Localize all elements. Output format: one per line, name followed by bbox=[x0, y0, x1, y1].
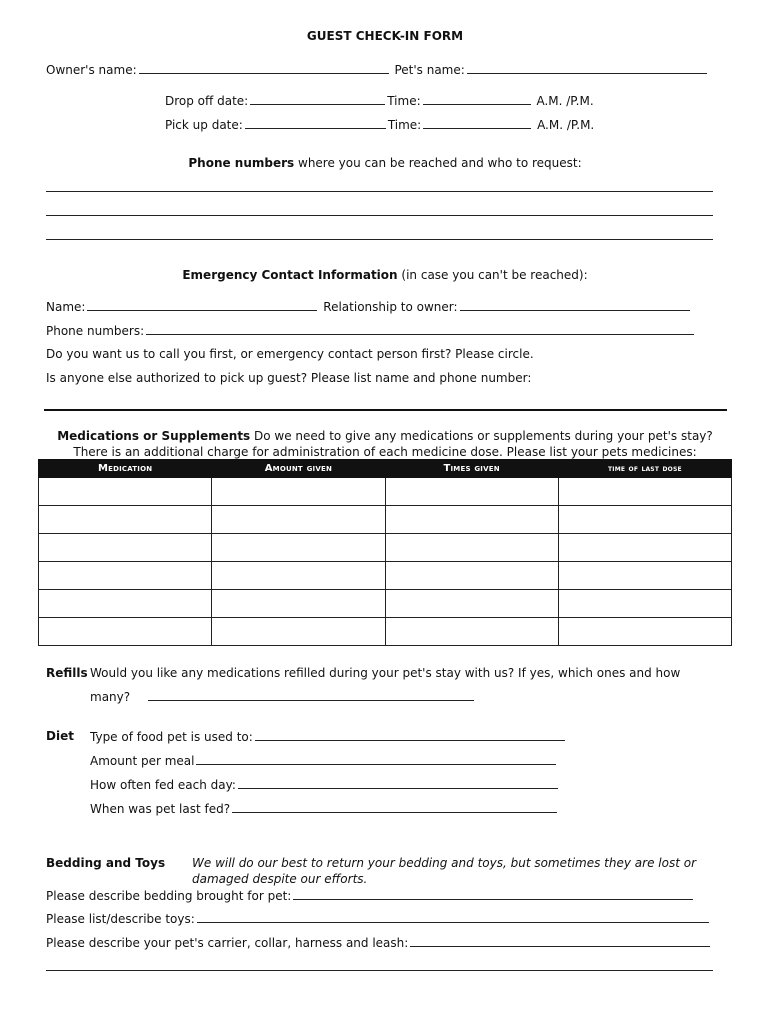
diet-amount-field[interactable] bbox=[196, 753, 556, 765]
column-header-medication: Medication bbox=[39, 460, 212, 478]
table-cell[interactable] bbox=[212, 618, 385, 646]
toys-label: Please list/describe toys: bbox=[46, 912, 195, 926]
phone-heading-bold: Phone numbers bbox=[188, 156, 295, 170]
form-title: GUEST CHECK-IN FORM bbox=[306, 29, 464, 43]
diet-amount-row bbox=[90, 753, 558, 768]
phone-line-3[interactable] bbox=[46, 239, 713, 240]
drop-off-time-label: Time: bbox=[387, 94, 421, 108]
emergency-heading-bold: Emergency Contact Information bbox=[182, 268, 398, 282]
drop-off-time-field[interactable] bbox=[423, 93, 531, 105]
diet-label: Diet bbox=[46, 729, 74, 743]
bedding-note-cont: damaged despite our efforts. bbox=[192, 872, 368, 886]
refills-question: Would you like any medications refilled during your pet's stay with us? If yes, which ones and how bbox=[90, 666, 681, 680]
call-first-question: Do you want us to call you first, or emergency contact person first? Please circle. bbox=[46, 347, 534, 361]
table-cell[interactable] bbox=[385, 478, 558, 506]
diet-last-fed-field[interactable] bbox=[232, 801, 557, 813]
refills-label: Refills bbox=[46, 666, 88, 680]
phone-heading-text: where you can be reached and who to request: bbox=[294, 156, 582, 170]
drop-off-date-label: Drop off date: bbox=[165, 94, 249, 108]
relationship-label: Relationship to owner: bbox=[323, 300, 458, 314]
diet-type-label: Type of food pet is used to: bbox=[90, 730, 253, 744]
emergency-phone-row bbox=[46, 323, 696, 338]
phone-line-1[interactable] bbox=[46, 191, 713, 192]
drop-off-ampm[interactable]: A.M. /P.M. bbox=[536, 94, 594, 108]
owner-name-label: Owner's name: bbox=[46, 63, 137, 77]
diet-last-fed-row bbox=[90, 801, 559, 816]
column-header-times: Times given bbox=[385, 460, 558, 478]
authorized-question: Is anyone else authorized to pick up guest? Please list name and phone number: bbox=[46, 371, 532, 385]
pick-up-row bbox=[165, 117, 594, 132]
bedding-row bbox=[46, 888, 695, 903]
medications-table bbox=[38, 459, 732, 646]
toys-row bbox=[46, 911, 711, 926]
table-cell[interactable] bbox=[385, 534, 558, 562]
table-cell[interactable] bbox=[558, 618, 731, 646]
table-row bbox=[39, 534, 732, 562]
medications-header-row bbox=[39, 460, 732, 478]
table-cell[interactable] bbox=[558, 534, 731, 562]
phone-heading bbox=[0, 156, 770, 170]
column-header-last-dose: time of last dose bbox=[558, 460, 731, 478]
table-cell[interactable] bbox=[39, 562, 212, 590]
table-cell[interactable] bbox=[212, 562, 385, 590]
refills-field[interactable] bbox=[148, 689, 474, 701]
pet-name-field[interactable] bbox=[467, 62, 707, 74]
diet-last-fed-label: When was pet last fed? bbox=[90, 802, 231, 816]
diet-often-field[interactable] bbox=[238, 777, 558, 789]
carrier-label: Please describe your pet's carrier, collar, harness and leash: bbox=[46, 936, 409, 950]
table-row bbox=[39, 506, 732, 534]
table-cell[interactable] bbox=[212, 478, 385, 506]
table-cell[interactable] bbox=[39, 618, 212, 646]
diet-often-row bbox=[90, 777, 560, 792]
bedding-field[interactable] bbox=[293, 888, 693, 900]
table-cell[interactable] bbox=[212, 506, 385, 534]
owner-name-field[interactable] bbox=[139, 62, 389, 74]
emergency-heading bbox=[0, 268, 770, 282]
drop-off-date-field[interactable] bbox=[250, 93, 385, 105]
medications-heading bbox=[0, 429, 770, 443]
table-row bbox=[39, 562, 732, 590]
emergency-name-row bbox=[46, 299, 692, 314]
table-row bbox=[39, 618, 732, 646]
refills-row-2 bbox=[90, 689, 476, 704]
table-row bbox=[39, 590, 732, 618]
diet-type-row bbox=[90, 729, 567, 744]
relationship-field[interactable] bbox=[460, 299, 690, 311]
diet-type-field[interactable] bbox=[255, 729, 565, 741]
pick-up-date-label: Pick up date: bbox=[165, 118, 243, 132]
pick-up-date-field[interactable] bbox=[245, 117, 386, 129]
medications-question: Do we need to give any medications or supplements during your pet's stay? bbox=[250, 429, 713, 443]
diet-often-label: How often fed each day: bbox=[90, 778, 236, 792]
table-cell[interactable] bbox=[39, 506, 212, 534]
table-cell[interactable] bbox=[212, 590, 385, 618]
emergency-phone-field[interactable] bbox=[146, 323, 694, 335]
bedding-describe-label: Please describe bedding brought for pet: bbox=[46, 889, 292, 903]
table-cell[interactable] bbox=[212, 534, 385, 562]
column-header-amount: Amount given bbox=[212, 460, 385, 478]
table-row bbox=[39, 478, 732, 506]
medications-note: There is an additional charge for administration of each medicine dose. Please list your pets medicines: bbox=[73, 445, 697, 459]
table-cell[interactable] bbox=[558, 506, 731, 534]
pet-name-label: Pet's name: bbox=[394, 63, 465, 77]
bedding-label: Bedding and Toys bbox=[46, 856, 166, 870]
table-cell[interactable] bbox=[385, 618, 558, 646]
pick-up-time-field[interactable] bbox=[423, 117, 531, 129]
table-cell[interactable] bbox=[558, 590, 731, 618]
bedding-note: We will do our best to return your bedding and toys, but sometimes they are lost or bbox=[192, 856, 696, 870]
emergency-phone-label: Phone numbers: bbox=[46, 324, 145, 338]
table-cell[interactable] bbox=[39, 478, 212, 506]
table-cell[interactable] bbox=[558, 478, 731, 506]
carrier-line-2[interactable] bbox=[46, 970, 713, 971]
pick-up-time-label: Time: bbox=[387, 118, 422, 132]
emergency-name-label: Name: bbox=[46, 300, 86, 314]
table-cell[interactable] bbox=[385, 562, 558, 590]
table-cell[interactable] bbox=[385, 506, 558, 534]
medications-heading-bold: Medications or Supplements bbox=[57, 429, 251, 443]
emergency-heading-text: (in case you can't be reached): bbox=[397, 268, 588, 282]
refills-question-cont: many? bbox=[90, 690, 131, 704]
section-divider bbox=[44, 409, 727, 411]
owner-row bbox=[46, 62, 709, 77]
carrier-row bbox=[46, 935, 712, 950]
table-cell[interactable] bbox=[385, 590, 558, 618]
table-cell[interactable] bbox=[39, 590, 212, 618]
diet-amount-label: Amount per meal bbox=[90, 754, 195, 768]
drop-off-row bbox=[165, 93, 594, 108]
phone-line-2[interactable] bbox=[46, 215, 713, 216]
carrier-field[interactable] bbox=[410, 935, 710, 947]
table-cell[interactable] bbox=[558, 562, 731, 590]
emergency-name-field[interactable] bbox=[87, 299, 317, 311]
toys-field[interactable] bbox=[197, 911, 709, 923]
table-cell[interactable] bbox=[39, 534, 212, 562]
pick-up-ampm[interactable]: A.M. /P.M. bbox=[537, 118, 595, 132]
